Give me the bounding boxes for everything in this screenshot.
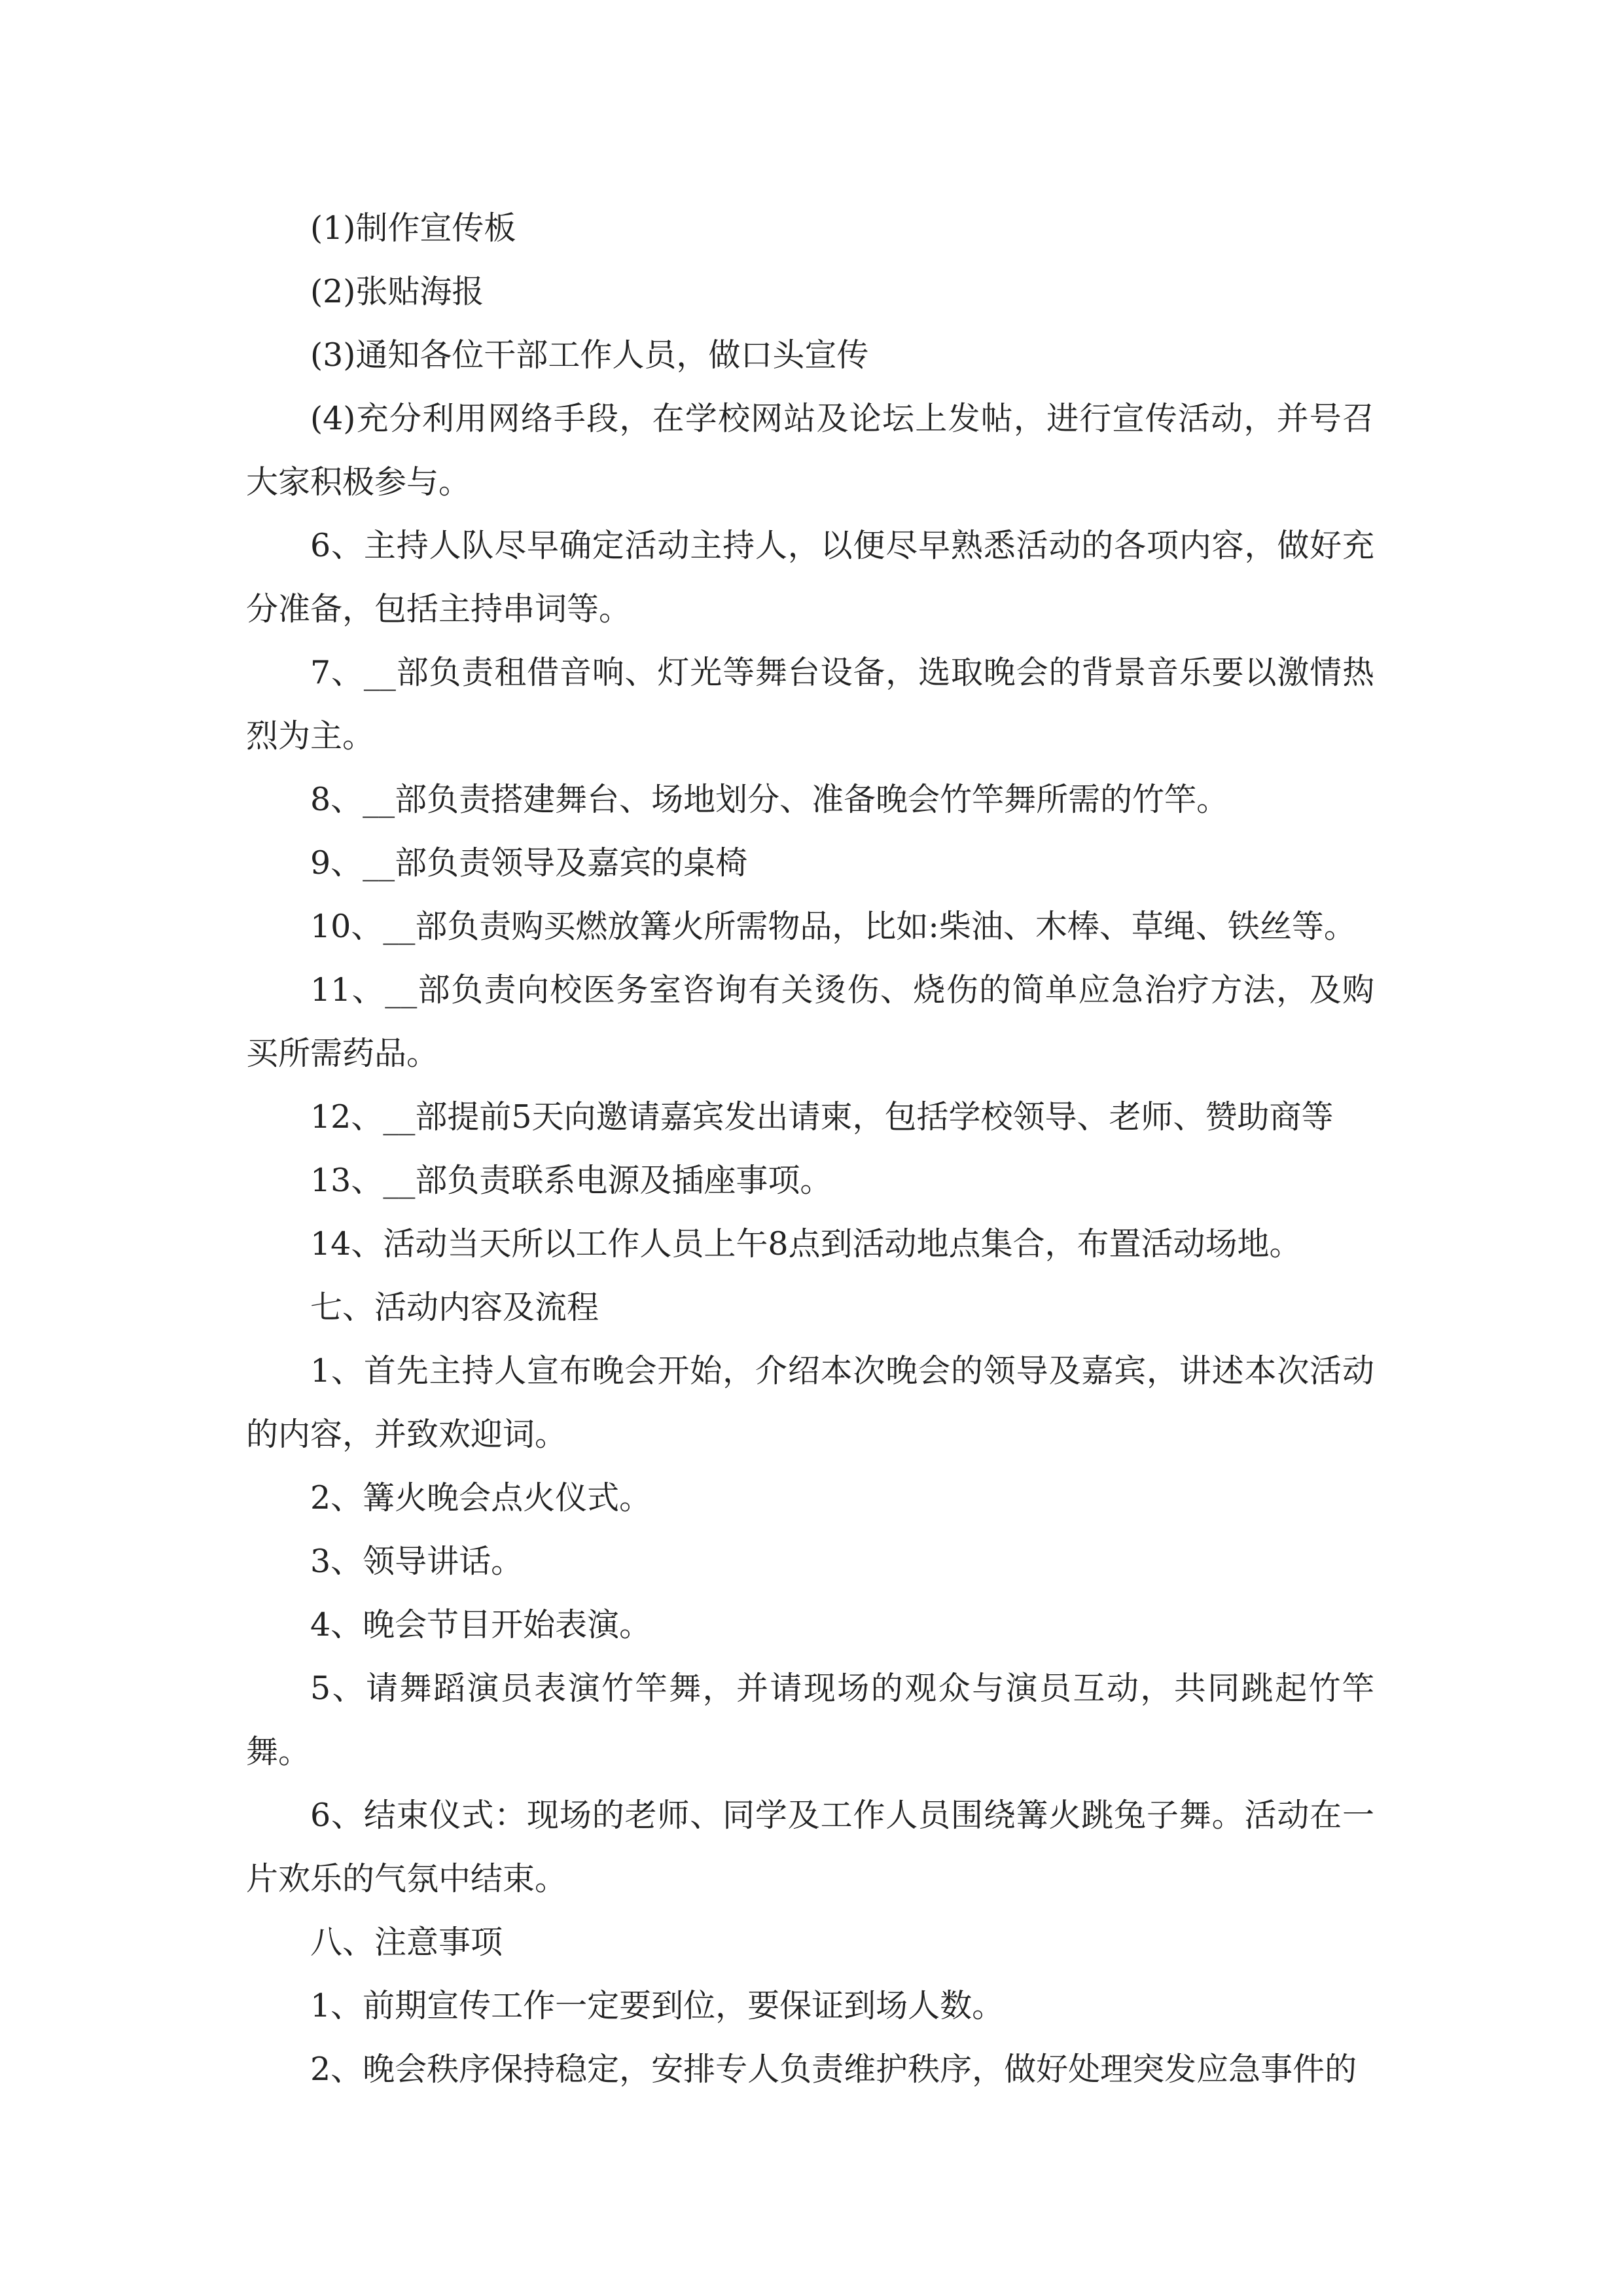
list-item-lighting-ceremony: 2、篝火晚会点火仪式。 [310,1479,652,1516]
list-item-make-board: (1)制作宣传板 [310,209,516,247]
list-item-stage-equipment: 7、__部负责租借音响、灯光等舞台设备，选取晚会的背景音乐要以激情热烈为主。 [246,654,1374,755]
list-item-posters: (2)张贴海报 [310,273,484,310]
list-item-build-stage: 8、__部负责搭建舞台、场地划分、准备晚会竹竿舞所需的竹竿。 [310,781,1229,818]
list-item-host-team: 6、主持人队尽早确定活动主持人，以便尽早熟悉活动的各项内容，做好充分准备，包括主持串词等。 [246,527,1374,628]
list-item-leader-speech: 3、领导讲话。 [310,1543,524,1580]
list-item-closing: 6、结束仪式：现场的老师、同学及工作人员围绕篝火跳兔子舞。活动在一片欢乐的气氛中结束。 [246,1797,1374,1897]
list-item-opening: 1、首先主持人宣布晚会开始，介绍本次晚会的领导及嘉宾，讲述本次活动的内容，并致欢迎词。 [246,1352,1374,1453]
list-item-publicity: 1、前期宣传工作一定要到位，要保证到场人数。 [310,1987,1005,2024]
section-heading-activity-flow: 七、活动内容及流程 [310,1289,599,1326]
section-heading-notes: 八、注意事项 [310,1924,503,1961]
list-item-bamboo-dance: 5、请舞蹈演员表演竹竿舞，并请现场的观众与演员互动，共同跳起竹竿舞。 [246,1670,1374,1770]
list-item-power: 13、__部负责联系电源及插座事项。 [310,1162,832,1199]
list-item-medical: 11、__部负责向校医务室咨询有关烫伤、烧伤的简单应急治疗方法，及购买所需药品。 [246,971,1374,1072]
list-item-online-promotion: (4)充分利用网络手段，在学校网站及论坛上发帖，进行宣传活动，并号召大家积极参与。 [246,400,1374,501]
list-item-order: 2、晚会秩序保持稳定，安排专人负责维护秩序，做好处理突发应急事件的 [310,2051,1357,2088]
list-item-performances: 4、晚会节目开始表演。 [310,1606,652,1643]
list-item-invitations: 12、__部提前5天向邀请嘉宾发出请柬，包括学校领导、老师、赞助商等 [310,1098,1334,1136]
list-item-notify-staff: (3)通知各位干部工作人员，做口头宣传 [310,336,869,374]
document-body [246,196,1374,2101]
list-item-bonfire-supplies: 10、__部负责购买燃放篝火所需物品，比如:柴油、木棒、草绳、铁丝等。 [310,908,1356,945]
list-item-guest-seating: 9、__部负责领导及嘉宾的桌椅 [310,844,748,882]
list-item-staff-assembly: 14、活动当天所以工作人员上午8点到活动地点集合，布置活动场地。 [310,1225,1302,1263]
